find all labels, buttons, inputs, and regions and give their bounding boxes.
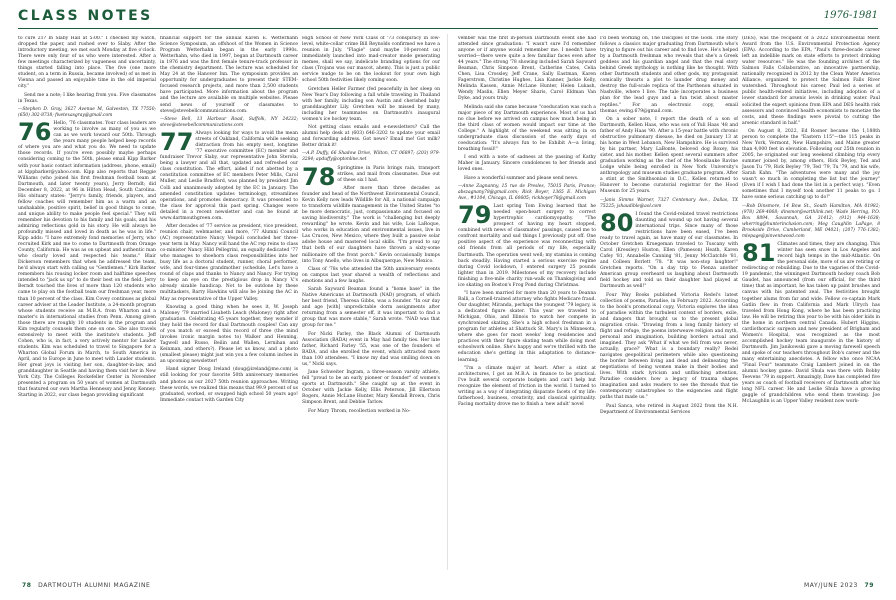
note-paragraph bbox=[160, 224, 298, 303]
class-year-numeral: 79 bbox=[458, 201, 492, 230]
note-paragraph bbox=[160, 36, 298, 115]
footer-right bbox=[804, 582, 878, 589]
text-column-3 bbox=[302, 36, 440, 572]
note-paragraph bbox=[302, 287, 440, 329]
paragraph-text: On a sober note, I report the death of a son of Dartmouth, Kellen Haas, who was son of Yuli Haas '48 and father of Andy Haas '90. After a 15-year battle with chronic obstructive pulmonary disease, he died on January 13 at his home in West Lebanon, New Hampshire. He is survived by his partner, Mary LaBonte, beloved dog Roxey, his sister, and his mother. Kellen spent several summers after graduation working as the chef of the Moosilauke Ravine Lodge while being enrolled in New York University's anthropology and museum studies graduate program. After a stint at the Smithsonian in D.C., Kellen returned to Hanover to become curatorial registrar for the Hood Museum for 25 years. bbox=[600, 116, 738, 195]
right-page-number: 79 bbox=[864, 582, 874, 589]
note-paragraph bbox=[160, 305, 298, 365]
paragraph-text: Hello, '76 classmates. Your class leaders are working to involve as many of you as we can as we work toward our 50th. Through the years many people helped keep records of where you are and what you do. We need to update those records. If you're even possibly maybe perhaps considering coming to the 50th, please email Kipp Barker with your basic contact information (address, phone, email) at kippbarker@yahoo.com. Kipp also reports that Reggie Williams (who joined his first freshman football team at Dartmouth, and later twenty years), Jerry Berndt; did December 8, 2022, at 96 in Hilton Head, South Carolina. His obituary states: "Jerry's family, friends, players, and fellow coaches will remember him as a warm and an unshakable, positive spirit, belief in good things to come, and unique ability to make people feel special." They will remember his devotion to his family and his goals, and his admiring reflections gold in his story. He will always be profoundly missed and loved in death as he was in life." Kipp adds: "I have extremely fond memories of Jerry, who recruited Kirk and me to come to Dartmouth from Orange County, California. He was as on upbeat and authentic man who clearly loved and respected his teams." Blair Dickerson remembers that when he addressed the team, he'd always start with calling us "Gentlemen." Kirk Barker remembers his rousing locker room and halftime speeches intended to "jack us up" to do their best on the field. Jerry Berndt touched the lives of more than 120 students who came to play on the football team our freshman year, more than 10 percent of the class. Kim Covey continues as global career adviser at the Leader Institute, a 24-month program whose students receive an M.B.A. from Wharton and a master's in international studies from Penn. Among given those there are roughly 10 students in the program and Kim regularly counsels them one on one. She also travels extensively to meet with the institute's students. Jeff Cohen, who is, in fact, a very actively mentor for Lauder students. Kim was scheduled to travel to Singapore for a Wharton Global Forum in March, to South America in April, and to Europe in June to meet with Lauder students. Her great joys is visiting her son, daughter-in-law, and granddaughter in Seattle and having them visit her in New York City. The Colleges Rockefeller Center in November presented a program on 50 years of women at Dartmouth that featured our own Martha Hennessy and Jenny Kenney. Starting in 2022, our class began providing significant bbox=[18, 121, 156, 399]
class-secretary-signature: —Steve Bell, 13 Harbour Road, Suffolk, NY 24232; steve@stevebellcommunications.com bbox=[160, 116, 298, 128]
note-paragraph bbox=[302, 332, 440, 368]
paragraph-text: Melinda said she came because "coeducation was such a major piece of my Dartmouth experience. Most of us had no clue before we arrived on campus how much being in the third class of women would impact our time at the College." A highlight of the weekend was sitting in on undergraduate class discussion of the early days of coeducation: "It's always fun to be Exhibit A—a living, breathing fossil!" bbox=[458, 104, 596, 153]
paragraph-text: Jane Schweiter Ingram, a three-season varsity athlete, fell "proud to be an early pioneer or founder" of women's sports at Dartmouth." She caught up at the event in October with Jackie Kelly, Ellis Peterson, Jill Ellertson Rogers, Annie McLane Hunter, Mary Kendall Brown, Chris Simpson Brent, and Debbie Tarlow. bbox=[302, 370, 440, 406]
header-rule bbox=[18, 28, 878, 29]
class-year-numeral: 77 bbox=[160, 128, 194, 157]
class-note-entry bbox=[160, 128, 298, 222]
class-note-entry bbox=[458, 201, 596, 289]
paragraph-text: Not getting class emails and e-newsletters? Call the alumni help desk at (603) 646-3202 to update your email and forwarding address. Got news? Email me! Got milk? Better drink it! bbox=[302, 125, 440, 149]
paragraph-text: "I'm a climate major at heart. After a stint at architectures, I got an M.B.A. in finance to be practical. I've built several corporate budgets and can't help but recognize the element of friction in the world. I turned to writing as a way of integrating disparate facets of my life: fatherhood, business, creativity, and classical spirituality. Facing mortality drove me to finish a 'new adult' novel bbox=[458, 365, 596, 408]
note-paragraph bbox=[302, 409, 440, 415]
section-title: CLASS NOTES bbox=[18, 8, 153, 24]
paragraph-text: High School of New York Class of '73 conspiracy in low-level, white-collar crime Bill Reynolds confirmed we have a reunion in July. "Flagie" (and maybe 10-percent us) immediately launched into mad-creator mode generating memes, shall we say, indelicate branding options for our class (Trojans was our mascot, ahem). This is just a public service nudge to be on the lookout for your own high school 50th festivities likely coming soon. bbox=[302, 36, 440, 84]
class-note-entry bbox=[600, 208, 738, 291]
paragraph-text: (DES), was the recipient of a 2022 Environmental Merit Award from the U.S. Environmental Protection Agency (EPA). According to the EPA, "Paul's three-decade career left an indelible mark on state efforts to protect drinking water resources." He was the founding architect of the Salmon Falls Collaborative, an innovative partnership, nationally recognized in 2012 by the Clean Water America Alliance, organized to protect the Salmon Falls River watershed. Throughout his career, Paul led a series of public health-related initiatives, including adoption of a lower standard for arsenic levels in drinking water. Paul solicited the expert opinions from EPA and DES health risk assessors and convinced health economists to monetize the costs, and these findings were pivotal to cutting the arsenic standard in half." bbox=[742, 36, 880, 126]
class-note-entry bbox=[18, 118, 156, 399]
paragraph-text: financial support for the annual Karen E. Wetterhahn Science Symposium, an offshoot of the Women in Science Program Wetterhahn began in the early 1990s. Wetterhahn, who died in 1997, began at Dartmouth career in 1976 and was the first female tenure-track professor in the chemistry department. The lecture was scheduled for May 24 at the Hanover Inn. The symposium provides an opportunity for undergraduates to present their STEM-focused research projects, and more than 2,500 students have participated. More information about the program and the lecture are available on multiple websites. Please send news of yourself or classmates to steve@stevebellcommunications.com. bbox=[160, 36, 298, 114]
paragraph-text: Sarah Sayward Beaman found a "home base" in the Native Americans at Dartmouth (NAD) program, of which her best friend, Theresa Gibbs, was a founder. "In our day and age [with] unpredictable dorm assignments after returning from a semester off, it was important to find a group that was more stable," Sarah wrote. "NAD was that group for me." bbox=[302, 287, 440, 329]
paragraph-text: After decades of '77 service as president, vice president, reunion chair, webmaster, and more, '77 Alumni Council (AC) representative Nancy Vespoli concluded her three-year term in May. Nancy will hand the AC rep reins to class co-minister Nancy Hild Pellegrini, an equally dedicated '77 who manages to shoehorn class responsibilities into her busy life as a doctoral student, runner, choral performer, wife, and four-times grandmother (schedule, Let's have a round of claps and thanks to Nancy and Nancy. For trying to keep an eye on the prestigious drop in Nancy V.'s already sizable handicap. Not to be outdone by these multitaskers, Barry Hawkins will also be joining the AC in May as representative of the Upper Valley. bbox=[160, 223, 298, 302]
issue-date: MAY/JUNE 2023 bbox=[804, 582, 858, 589]
class-notes-body bbox=[0, 36, 896, 574]
paragraph-text: For Nicki Farley, the Black Alumni of Dartmouth Association (BADA) event in May had family ties. Her late father, Richard Farley '55, was one of the founders of BADA, and she enrolled the event, which attracted more than 100 attendees. "I know my dad was smiling down on us," Nicki says. bbox=[302, 331, 440, 367]
paragraph-text: Have a wonderful summer and please send news. bbox=[464, 175, 579, 181]
text-column-1 bbox=[18, 36, 156, 572]
note-paragraph bbox=[458, 155, 596, 173]
paragraph-text: I'd been working on, The Disciples of the Gods. The story follows a classics major graduating from Dartmouth who's trying to figure out his career and to find love. He's helped by a Dartmouth freshman who reveals that she's a Greek goddess and his guardian angel and that the real story behind Greek mythology is nothing like he thought. With other Dartmouth students and other gods, my protagonist comically thwarts a plot to launder drug money and destroy the full-scale replica of the Parthenon situated in Nashville, where I live. The tale incorporates a business plan for the lead guys and a fun twist about master reptiles." For an electronic copy, email thomas_ewing.679@gmail.com. bbox=[600, 36, 738, 114]
paragraph-text: For Mary Throm, recollection worked in No- bbox=[308, 408, 411, 414]
page-footer bbox=[0, 578, 896, 598]
paragraph-text: Knowing a good thing when he sees it, W. Joseph Maloney '79 married Lisabeth Leach (Maloney) right after graduation. Celebrating 45 years together, they wonder if they hold the record for dual Dartmouth couples! Can any of you match or exceed this record of three (the mind invokes ironic margin notes to) Walker and Henning, Tagwell and Russo, Beilin and Wallen, Lernihan and Keinman, and others?). Please let us know, and a photo (smallest please) might just win you a few column inches in an upcoming newsletter! bbox=[160, 304, 298, 365]
paragraph-text: Paul Sanca, who retired in August 2022 from the N.H. Department of Environmental Services bbox=[600, 403, 738, 415]
text-column-6 bbox=[742, 36, 880, 572]
paragraph-text: Class of '78s who attended the 50th anniversary events on campus last year shared a wealth of reflections and emotions and a few laughs. bbox=[302, 266, 440, 284]
note-paragraph bbox=[742, 36, 880, 127]
note-paragraph bbox=[458, 176, 596, 182]
paragraph-text: Last spring Tom Ewing learned that he needed open-heart surgery to correct hypertrophic cardiomyopathy. "The prospect of having my heart stopped, combined with news of classmates' passings, caused me to confront mortality and sad things I previously put off. One positive aspect of the experience was reconnecting with old friends from all periods of my life, especially Dartmouth. The operation went well; my stamina is coming back steadily. Having started a serious exercise regime during Covid lockdown, I entered surgery 25 pounds lighter than in 2019. Milestones of my recovery include finishing a five-mile charity run-walk on Thanksgiving and ice skating on Boston's Frog Pond during Christmas. bbox=[458, 204, 596, 288]
note-paragraph bbox=[600, 404, 738, 416]
footer-left bbox=[18, 582, 150, 589]
note-paragraph bbox=[600, 117, 738, 196]
paragraph-text: to cure 21? In Slaby Hall at 5:00." I checked my watch, dropped the paper, and rushed over to Slaby. After the introductory meeting, we met each Monday at five o'clock. There were only four of us who were interested. After a few meetings characterized by vagueness and uncertainty, things started falling into place. The five (one more student, on a term in Russia, became involved) of us met in Vienna and passed an enjoyable time in the old imperial city." bbox=[18, 36, 156, 90]
text-column-5 bbox=[600, 36, 738, 572]
paragraph-text: Hand signer Doug Ireland (doug@ireland@me.com) is still looking for your favorite 50th anniversary memories and photos as our 2027 50th reunion approaches. Writing these words, we realized this means that 99.9 percent of us graduated, worked, or swapped high school 50 years ago! Immediate contact with Garden City bbox=[160, 367, 298, 403]
class-secretary-signature: —Rob Dinsmore, 14 Bow St., South Hamilton, MA 01982; (978) 269-4068; dinsmor@earthlink.net; Wade Herring, P.O. Box 8894, Savannah, GA 31412; (912) 944-1638; wherring@hunterinclusion.com; Meg Caughlin LaPage, 8 Brookside Drive, Cumberland, ME 04021; (207) 776-1382; mlepage@pinventwood.com bbox=[742, 203, 880, 239]
paragraph-text: Springtime in Paris brings rain, transport strikes, and mail from classmates. Due out of these six I had. bbox=[337, 165, 440, 183]
paragraph-text: vember was the first in-person Dartmouth event she had attended since graduation: "I wasn't sure I'd remember anyone or if anyone would remember me. I needn't have worried—there were quite a few familiar faces even after 44 years." The strong '78 showing included Sarah Sayward Beaman, Chris Simpson Brent, Catherine Cates, Celia Chen, Lisa Crossley, Jeff Crane, Sally Eastman, Karen Fagerstrom, Christine Hughes, Lisa Kanner, Jackie Kelly, Melinda Kassen, Annie McLane Hunter, Helen Lukash, Wendy Maslin, Ellen Meyer Sharis, Carol Eldman Van Dyke, and yours truly. bbox=[458, 36, 596, 102]
note-paragraph bbox=[18, 36, 156, 90]
class-year-range: 1976-1981 bbox=[823, 10, 878, 21]
left-page-number: 78 bbox=[22, 582, 32, 589]
note-paragraph bbox=[458, 36, 596, 103]
note-paragraph bbox=[302, 186, 440, 265]
paragraph-text: After more than three decades as founder and head of the Northwest Environmental Council, Kevin Kelly now leads Wildlife for All, a national campaign to transform wildlife management in the United States "to be more democratic, just, compassionate and focused on saving biodiversity." The work is "challenging but deeply rewarding" he wrote. Kevin and his wife, Lois LaRoque, who works in education and environmental issues, live in Las Cruces, New Mexico, where they built a passive solar adobe house and mastered local skills. "I'm proud to say that both of our daughters have thrown a sixty-some millionaire off the front porch." Kevin occasionally bumps into Tony Anello, who lives in Albuquerque, New Mexico. bbox=[302, 186, 440, 264]
class-year-numeral: 81 bbox=[742, 239, 776, 268]
paragraph-text: Always looking for ways to avoid the mean streets of Oakland, California while seeking distraction from his empty nest, longtime '77 executive committee (EC) member and fundraiser Trevor Slaby, our representative John Sterola, being a lawyer and all that, updated and refreshed our class constitution. The effort, aided if not abetted by a constitution committee of EC members Peter Mills, Carol Muller, and Leslie Bradford, was planned by president Jim Colli and unanimously adopted by the EC in January. The amended constitution updates terminology, streamlines operations, and promotes democracy. It was presented to the class for approval this past spring. Changes were detailed in a recent newsletter and can be found at www.dartmouthgreen.com. bbox=[160, 131, 298, 221]
note-paragraph bbox=[18, 93, 156, 105]
note-paragraph bbox=[458, 291, 596, 364]
note-paragraph bbox=[302, 267, 440, 285]
class-year-numeral: 76 bbox=[18, 118, 52, 147]
paragraph-text: I found the Covid-related travel restrictions daunting and wound up not having several international trips. Since many of those restrictions have been eased, I've been ready to travel again, as have many of our classmates. In October Gretchen Kruegeman traveled to Tuscany with Carol (Kressley) Huston, Ellen (Pameson) Heath, Karen Cafey '81, Annabelle Canning '81, Jenny McClatchfe '81, and Colleen Borlett '78. "It was non-stop laughter!" Gretchen reports. "On a day trip to Pienza another American group overheard us laughing about Dartmouth field hockey and told us their daughter had played at Dartmouth as well!" bbox=[600, 211, 738, 290]
note-paragraph bbox=[742, 129, 880, 202]
paragraph-text: Send me a note; I like hearing from you. Five classmates in Texas. bbox=[18, 92, 156, 104]
note-paragraph bbox=[160, 367, 298, 403]
class-secretary-signature: —Stephen D. Gray, 3627 Avenue M, Galveston, TX 77550; (650) 302-8738; fivetexasgray@gmail.com bbox=[18, 106, 156, 118]
magazine-name: DARTMOUTH ALUMNI MAGAZINE bbox=[38, 582, 151, 589]
class-note-entry bbox=[302, 162, 440, 191]
class-year-numeral: 78 bbox=[302, 162, 336, 191]
paragraph-text: I end with a note of sadness at the passing of Kathy Maher in January. Sincere condolences to her friends and loved ones. bbox=[458, 155, 596, 173]
class-secretary-signature: —Anne Zagnanny, 15 rue de Presles, 75015 Paris, France; abszagnany78@gmail.com; Rick Boyer, 1365 E. Michigan Ave., #1104, Chicago, IL 60605; rickboyer78@gmail.com bbox=[458, 183, 596, 201]
paragraph-text: On August 8, 2022, Ed Rosner became the 1,188th person to complete the "Eastern 115"—the 115 peaks in New York, Vermont, New Hampshire, and Maine greater than 4,000 feet in elevation. Following our 25th reunion in 2005, he originated our long weekend climbing trip every summer joined by, among others, Rick Beyley, Ted and Jason Tu '79, Rick Beyley '79, Ted '79, Tu '79, and his wife, Sarah Kahn. "The adventures were many and the joy wasn't so much in completing the list but the journey" (Even if I wish I had done the list in a perfect way). "Even sometimes that I myself took another 11 peaks to go. I have some serious catching up to do!" bbox=[742, 128, 880, 201]
note-paragraph bbox=[302, 36, 440, 84]
text-column-4 bbox=[458, 36, 596, 572]
paragraph-text: Climates and times, they are changing. This winter has seen snow in Los Angeles and record high temps in the mid-Atlantic. On the personal side, more of us are retiring or redirecting or rebuilding. Due to the vagaries of the Covid-19 pandemic, the winningest Dartmouth hockey coach Bob Gaudet, has announced (from our official, for the third time) that as important, he has taken up paint brushes and canvas with his patented zeal. The festivities brought together alums from far and wide. Fellow co-captain Mark Gatlin flew in from California and Mark Ulrych has traveled from Hong Kong, where he has been practicing law. He will be retiring this year to be with his older kids in the home in northern central Canada. Hubert Higgins, cardiothoracic surgeon and new president of Brigham and Women's Hospital, was recognized as the most accomplished hockey team inaugurate in the history of Dartmouth. Jim Janikowski gave a moving farewell speech and spoke of our teachers throughout Bob's career and the many entertaining anecdotes. A fellow who once NCAA "Final Four" teammate Craig Lambert joined in on the alumni hockey game. David Shula was there with Bobby Teevens '79 in support. Amazingly, Dave has completed five years as coach of football receivers of Dartmouth after his long NFL career. He and Leslie Shula have a growing gaggle of grandchildren who send them traveling. Joe McLaughlin is an Upper Valley resident now work- bbox=[742, 242, 880, 405]
paragraph-text: Gretchen Heller Farmer (fed peacefully in her sleep on New Year's Day following a fall while traveling in Thailand with her family, including son Austin and cherished baby granddaughter Lily. Gretchen will be missed by many, including her teammates on Dartmouth's inaugural women's ice hockey team. bbox=[302, 86, 440, 122]
class-year-numeral: 80 bbox=[600, 208, 634, 237]
note-paragraph bbox=[302, 370, 440, 406]
class-secretary-signature: —Janis Simms Warner, 7327 Centenary Ave., Dallas, TX 75225; jshaudible@aol.com bbox=[600, 197, 738, 209]
paragraph-text: "I have been married for more than 20 years to Deanna Balli, a Cornell-trained attorney who fights Medicare fraud. Our daughter, Miranda, perhaps the youngest '79 legacy, is a dedicated figure skater. This year we traveled to Michigan, Ohio, and Illinois to watch her compete in synchronized skating. She's a high school freshman in a program for athletes at Shattuck St. Mary's in Minnesota, where she goes for most weeks' long residencies and practices with their figure skating team while doing most schoolwork online. She's happy and we're thrilled with the education she's getting in this adaptation to distance-learning. bbox=[458, 291, 596, 363]
note-paragraph bbox=[600, 293, 738, 402]
class-note-entry bbox=[742, 239, 880, 405]
paragraph-text: Four Way Books published Victoria Redel's latest collection of poems, Paradise, in February 2022. According to the book's promotional copy, Victoria explores the idea of paradise within the turbulent context of borders, exile, and dangers that brought us to the present global migration crisis. "Drawing from a long family history of flight and refuge, the poems interweave religion and myth, personal and imagination, building borders actual and imagined. They ask 'What if what we fell from was never, actually, grace?' What is a boundary really? Redel navigates geopolitical perimeters while also questioning the border between living and dead and delineating the negotiations of being women make in their bodies and lives. With stark lyricism and unflinching attention, Paradise considers how a legacy of trauma shapes imagination and asks readers to see the threads that tie contemporary catastrophes to the exigencies and flight paths that made us." bbox=[600, 292, 738, 401]
note-paragraph bbox=[600, 36, 738, 115]
note-paragraph bbox=[458, 366, 596, 408]
text-column-2 bbox=[160, 36, 298, 572]
note-paragraph bbox=[302, 125, 440, 149]
note-paragraph bbox=[458, 105, 596, 153]
note-paragraph bbox=[302, 87, 440, 123]
class-secretary-signature: —A.P. Duffy, 66 Shadow Drive, Wilton, CT 06897; (203) 979-3284; apduffy@optonline.net bbox=[302, 151, 440, 163]
